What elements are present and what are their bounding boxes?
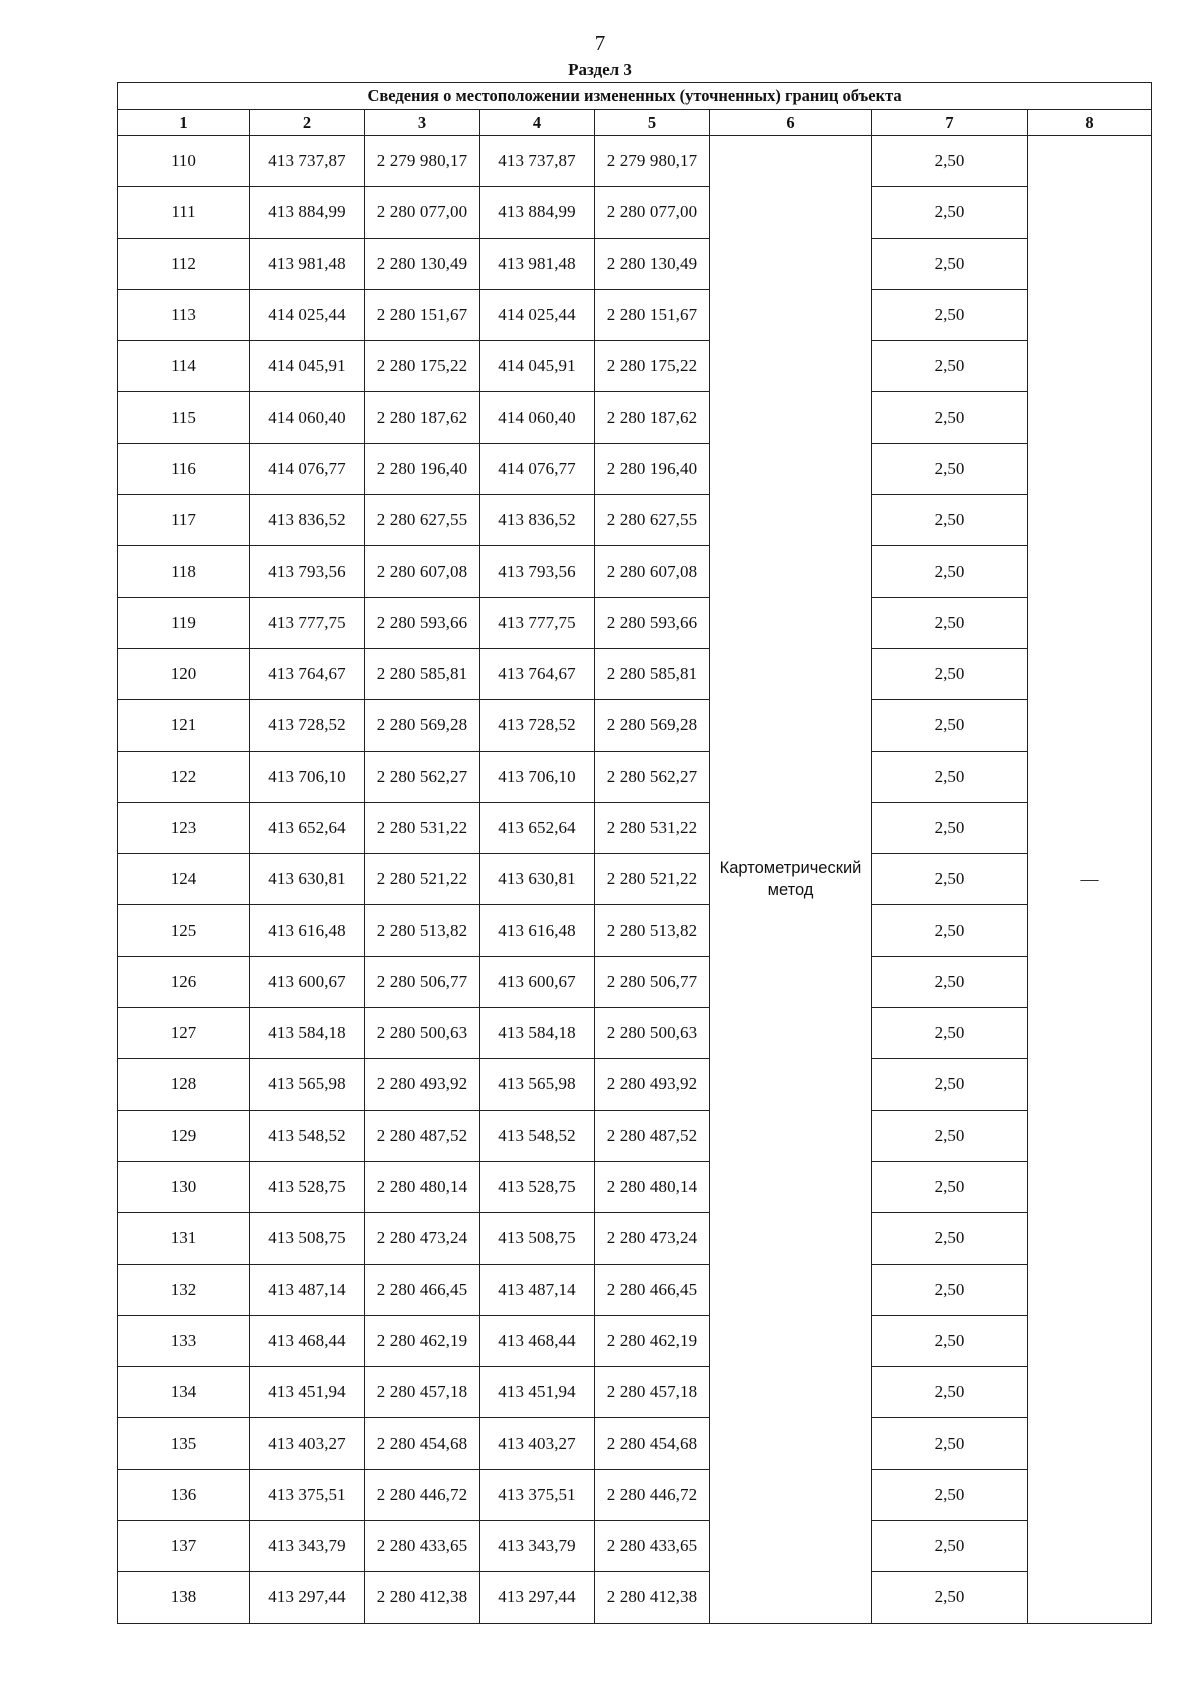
precision-cell: 2,50 [872,905,1028,956]
table-row [118,1161,1152,1212]
coordinate-x-cell: 413 884,99 [480,187,595,238]
coordinate-y-cell: 2 280 473,24 [365,1213,480,1264]
point-number-cell: 110 [118,136,250,187]
point-number-cell: 115 [118,392,250,443]
coordinate-x-cell: 414 045,91 [250,341,365,392]
coordinate-x-cell: 413 777,75 [250,597,365,648]
coordinate-x-cell: 413 836,52 [250,495,365,546]
coordinate-y-cell: 2 280 593,66 [595,597,710,648]
coordinate-y-cell: 2 280 521,22 [365,854,480,905]
coordinate-x-cell: 413 652,64 [480,802,595,853]
coordinate-x-cell: 413 584,18 [250,1008,365,1059]
precision-cell: 2,50 [872,1521,1028,1572]
coordinate-x-cell: 413 548,52 [250,1110,365,1161]
coordinate-x-cell: 413 343,79 [480,1521,595,1572]
section-title: Раздел 3 [568,60,632,79]
column-number: 2 [250,110,365,136]
coordinate-y-cell: 2 280 175,22 [595,341,710,392]
point-number-cell: 113 [118,289,250,340]
table-row [118,1521,1152,1572]
precision-cell: 2,50 [872,1213,1028,1264]
coordinate-y-cell: 2 280 506,77 [595,956,710,1007]
point-number-cell: 131 [118,1213,250,1264]
coordinate-x-cell: 413 468,44 [250,1315,365,1366]
point-number-cell: 136 [118,1469,250,1520]
point-number-cell: 119 [118,597,250,648]
coordinate-x-cell: 413 884,99 [250,187,365,238]
point-number-cell: 128 [118,1059,250,1110]
coordinate-y-cell: 2 280 593,66 [365,597,480,648]
precision-cell: 2,50 [872,648,1028,699]
coordinate-y-cell: 2 280 466,45 [365,1264,480,1315]
table-row [118,392,1152,443]
point-number-cell: 117 [118,495,250,546]
coordinate-y-cell: 2 280 480,14 [365,1161,480,1212]
coordinate-y-cell: 2 280 151,67 [365,289,480,340]
precision-cell: 2,50 [872,597,1028,648]
table-row [118,1572,1152,1623]
coordinate-y-cell: 2 280 487,52 [365,1110,480,1161]
coordinate-y-cell: 2 280 473,24 [595,1213,710,1264]
coordinate-y-cell: 2 280 077,00 [595,187,710,238]
table-caption: Сведения о местоположении измененных (уточненных) границ объекта [118,83,1152,110]
precision-cell: 2,50 [872,1469,1028,1520]
coordinate-x-cell: 414 025,44 [250,289,365,340]
coordinate-x-cell: 413 764,67 [250,648,365,699]
point-number-cell: 116 [118,443,250,494]
table-row [118,1315,1152,1366]
coordinate-x-cell: 413 728,52 [250,700,365,751]
point-number-cell: 112 [118,238,250,289]
page-number: 7 [594,31,606,55]
coordinate-y-cell: 2 280 433,65 [365,1521,480,1572]
coordinate-x-cell: 413 487,14 [480,1264,595,1315]
point-number-cell: 114 [118,341,250,392]
precision-cell: 2,50 [872,1110,1028,1161]
coordinate-x-cell: 413 600,67 [480,956,595,1007]
coordinate-x-cell: 413 528,75 [250,1161,365,1212]
coordinate-x-cell: 413 706,10 [250,751,365,802]
precision-cell: 2,50 [872,1161,1028,1212]
precision-cell: 2,50 [872,1315,1028,1366]
point-number-cell: 135 [118,1418,250,1469]
coordinate-y-cell: 2 280 585,81 [595,648,710,699]
table-row [118,1469,1152,1520]
precision-cell: 2,50 [872,1264,1028,1315]
table-row [118,956,1152,1007]
method-cell: Картометрический метод [710,136,872,1624]
coordinate-y-cell: 2 280 562,27 [365,751,480,802]
coordinate-y-cell: 2 280 187,62 [595,392,710,443]
coordinate-y-cell: 2 280 077,00 [365,187,480,238]
column-number: 5 [595,110,710,136]
coordinate-x-cell: 413 981,48 [250,238,365,289]
coordinate-x-cell: 413 375,51 [250,1469,365,1520]
coordinate-x-cell: 414 060,40 [480,392,595,443]
note-cell: — [1028,136,1152,1624]
table-row [118,187,1152,238]
coordinate-x-cell: 414 060,40 [250,392,365,443]
point-number-cell: 118 [118,546,250,597]
table-row [118,1008,1152,1059]
coordinate-x-cell: 413 343,79 [250,1521,365,1572]
point-number-cell: 137 [118,1521,250,1572]
point-number-cell: 120 [118,648,250,699]
coordinate-y-cell: 2 280 175,22 [365,341,480,392]
coordinate-x-cell: 414 076,77 [250,443,365,494]
coordinate-y-cell: 2 280 462,19 [365,1315,480,1366]
coordinate-y-cell: 2 280 454,68 [365,1418,480,1469]
table-row [118,802,1152,853]
coordinate-y-cell: 2 280 466,45 [595,1264,710,1315]
coordinate-x-cell: 413 793,56 [480,546,595,597]
coordinate-x-cell: 413 706,10 [480,751,595,802]
coordinate-y-cell: 2 280 457,18 [595,1367,710,1418]
coordinate-y-cell: 2 280 493,92 [365,1059,480,1110]
table-row [118,648,1152,699]
coordinate-x-cell: 413 836,52 [480,495,595,546]
point-number-cell: 138 [118,1572,250,1623]
precision-cell: 2,50 [872,495,1028,546]
precision-cell: 2,50 [872,341,1028,392]
precision-cell: 2,50 [872,443,1028,494]
coordinate-y-cell: 2 280 562,27 [595,751,710,802]
point-number-cell: 121 [118,700,250,751]
coordinate-y-cell: 2 280 130,49 [595,238,710,289]
coordinate-x-cell: 413 728,52 [480,700,595,751]
precision-cell: 2,50 [872,238,1028,289]
table-row [118,443,1152,494]
coordinate-x-cell: 413 451,94 [250,1367,365,1418]
coordinate-y-cell: 2 279 980,17 [365,136,480,187]
coordinate-x-cell: 413 600,67 [250,956,365,1007]
coordinate-x-cell: 414 025,44 [480,289,595,340]
coordinate-y-cell: 2 280 627,55 [365,495,480,546]
point-number-cell: 123 [118,802,250,853]
point-number-cell: 111 [118,187,250,238]
coordinate-x-cell: 413 487,14 [250,1264,365,1315]
table-row [118,136,1152,187]
coordinate-x-cell: 413 508,75 [250,1213,365,1264]
coordinate-y-cell: 2 280 500,63 [595,1008,710,1059]
coordinate-y-cell: 2 280 130,49 [365,238,480,289]
coordinate-y-cell: 2 280 531,22 [595,802,710,853]
coordinate-x-cell: 413 777,75 [480,597,595,648]
table-row [118,905,1152,956]
coordinate-y-cell: 2 280 513,82 [595,905,710,956]
table-row [118,1110,1152,1161]
coordinate-x-cell: 414 076,77 [480,443,595,494]
point-number-cell: 133 [118,1315,250,1366]
coordinate-x-cell: 413 403,27 [250,1418,365,1469]
coordinate-x-cell: 413 584,18 [480,1008,595,1059]
coordinate-y-cell: 2 280 506,77 [365,956,480,1007]
coordinate-x-cell: 413 548,52 [480,1110,595,1161]
precision-cell: 2,50 [872,751,1028,802]
coordinate-x-cell: 413 565,98 [480,1059,595,1110]
coordinate-y-cell: 2 280 462,19 [595,1315,710,1366]
coordinate-y-cell: 2 280 480,14 [595,1161,710,1212]
precision-cell: 2,50 [872,546,1028,597]
table-row [118,1213,1152,1264]
column-number: 1 [118,110,250,136]
precision-cell: 2,50 [872,802,1028,853]
coordinate-x-cell: 413 565,98 [250,1059,365,1110]
precision-cell: 2,50 [872,392,1028,443]
coordinate-y-cell: 2 280 513,82 [365,905,480,956]
coordinate-y-cell: 2 280 531,22 [365,802,480,853]
column-number: 6 [710,110,872,136]
coordinate-y-cell: 2 280 446,72 [365,1469,480,1520]
coordinate-x-cell: 413 737,87 [250,136,365,187]
precision-cell: 2,50 [872,1367,1028,1418]
precision-cell: 2,50 [872,1008,1028,1059]
precision-cell: 2,50 [872,136,1028,187]
point-number-cell: 134 [118,1367,250,1418]
point-number-cell: 129 [118,1110,250,1161]
coordinate-x-cell: 413 737,87 [480,136,595,187]
coordinate-y-cell: 2 280 607,08 [595,546,710,597]
point-number-cell: 130 [118,1161,250,1212]
coordinate-y-cell: 2 280 196,40 [365,443,480,494]
coordinate-x-cell: 413 403,27 [480,1418,595,1469]
coordinate-x-cell: 413 981,48 [480,238,595,289]
column-number: 7 [872,110,1028,136]
coordinate-y-cell: 2 279 980,17 [595,136,710,187]
coordinate-x-cell: 413 616,48 [480,905,595,956]
coordinate-x-cell: 413 297,44 [250,1572,365,1623]
table-row [118,238,1152,289]
precision-cell: 2,50 [872,1418,1028,1469]
coordinate-y-cell: 2 280 521,22 [595,854,710,905]
table-row [118,1367,1152,1418]
table-row [118,1418,1152,1469]
coordinate-y-cell: 2 280 196,40 [595,443,710,494]
point-number-cell: 127 [118,1008,250,1059]
coordinate-x-cell: 413 630,81 [480,854,595,905]
coordinate-y-cell: 2 280 569,28 [595,700,710,751]
table-row [118,495,1152,546]
coordinate-x-cell: 413 297,44 [480,1572,595,1623]
coordinate-x-cell: 413 468,44 [480,1315,595,1366]
precision-cell: 2,50 [872,1059,1028,1110]
precision-cell: 2,50 [872,187,1028,238]
coordinate-y-cell: 2 280 457,18 [365,1367,480,1418]
coordinate-x-cell: 413 451,94 [480,1367,595,1418]
table-row [118,289,1152,340]
coordinate-x-cell: 413 528,75 [480,1161,595,1212]
table-row [118,700,1152,751]
coordinate-y-cell: 2 280 454,68 [595,1418,710,1469]
coordinate-y-cell: 2 280 433,65 [595,1521,710,1572]
table-row [118,546,1152,597]
coordinates-table [117,82,1152,1624]
column-number: 4 [480,110,595,136]
precision-cell: 2,50 [872,1572,1028,1623]
coordinate-x-cell: 413 793,56 [250,546,365,597]
coordinate-y-cell: 2 280 569,28 [365,700,480,751]
coordinate-x-cell: 413 630,81 [250,854,365,905]
table-row [118,341,1152,392]
coordinate-y-cell: 2 280 487,52 [595,1110,710,1161]
table-row [118,751,1152,802]
coordinate-x-cell: 413 652,64 [250,802,365,853]
point-number-cell: 125 [118,905,250,956]
coordinate-y-cell: 2 280 187,62 [365,392,480,443]
coordinate-y-cell: 2 280 151,67 [595,289,710,340]
point-number-cell: 122 [118,751,250,802]
point-number-cell: 132 [118,1264,250,1315]
coordinate-y-cell: 2 280 627,55 [595,495,710,546]
coordinate-y-cell: 2 280 446,72 [595,1469,710,1520]
table-row [118,1264,1152,1315]
coordinate-x-cell: 413 764,67 [480,648,595,699]
coordinate-y-cell: 2 280 500,63 [365,1008,480,1059]
column-number: 3 [365,110,480,136]
point-number-cell: 126 [118,956,250,1007]
point-number-cell: 124 [118,854,250,905]
column-number: 8 [1028,110,1152,136]
precision-cell: 2,50 [872,289,1028,340]
table-row [118,854,1152,905]
precision-cell: 2,50 [872,854,1028,905]
coordinate-x-cell: 413 508,75 [480,1213,595,1264]
coordinate-x-cell: 413 375,51 [480,1469,595,1520]
coordinate-y-cell: 2 280 412,38 [365,1572,480,1623]
coordinate-y-cell: 2 280 412,38 [595,1572,710,1623]
table-row [118,597,1152,648]
precision-cell: 2,50 [872,700,1028,751]
coordinate-y-cell: 2 280 607,08 [365,546,480,597]
precision-cell: 2,50 [872,956,1028,1007]
coordinate-y-cell: 2 280 493,92 [595,1059,710,1110]
coordinate-y-cell: 2 280 585,81 [365,648,480,699]
coordinate-x-cell: 414 045,91 [480,341,595,392]
column-number-row [118,110,1152,136]
coordinate-x-cell: 413 616,48 [250,905,365,956]
table-row [118,1059,1152,1110]
table-body [118,136,1152,1624]
